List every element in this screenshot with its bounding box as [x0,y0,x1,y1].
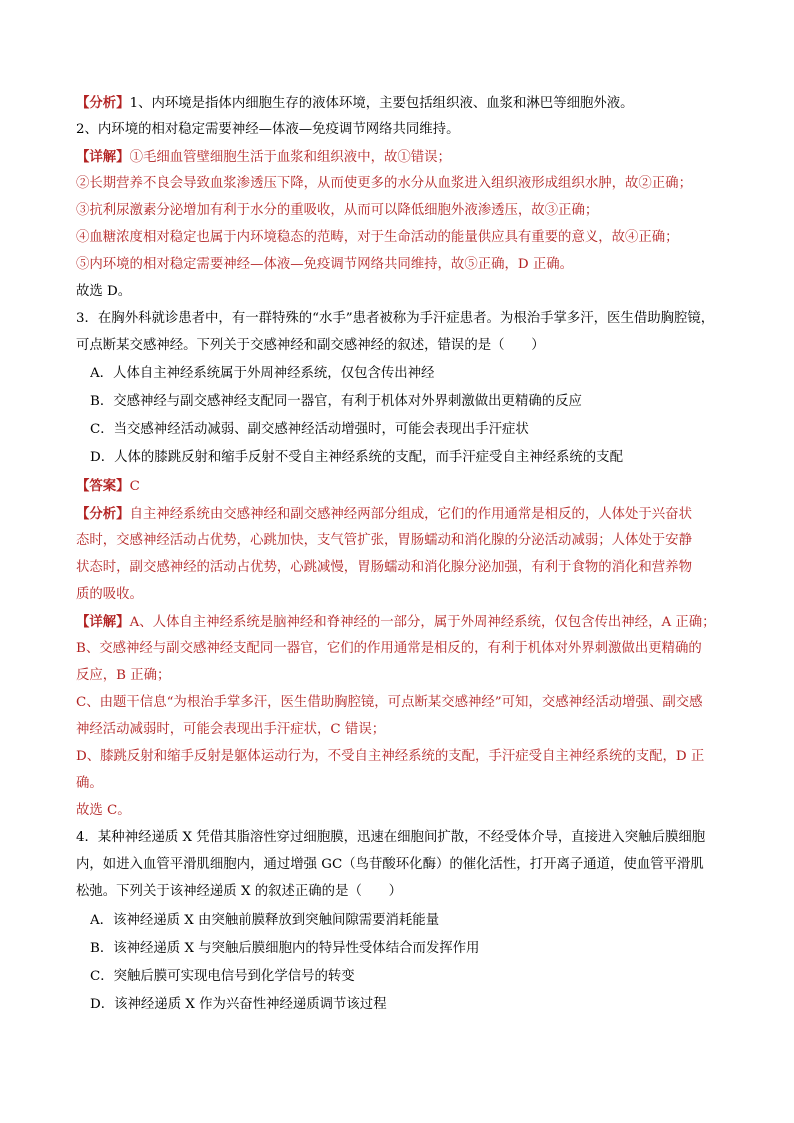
question-4-option-c: C．突触后膜可实现电信号到化学信号的转变 [90,969,355,984]
detail-paragraph-4: ④血糖浓度相对稳定也属于内环境稳态的范畴，对于生命活动的能量供应具有重要的意义，故④正确； [76,230,679,245]
q3-detail-line-7: 确。 [76,776,103,791]
question-3-stem-line-2: 可点断某交感神经。下列关于交感神经和副交感神经的叙述，错误的是（ ） [76,338,545,353]
answer-value: C [129,479,140,494]
q3-analysis-line-2: 态时，交感神经活动占优势，心跳加快，支气管扩张，胃肠蠕动和消化腺的分泌活动减弱；人体处于安静 [76,533,692,548]
q3-detail-line-5: 神经活动减弱时，可能会表现出手汗症状，C 错误； [76,722,386,737]
detail-text: A、人体自主神经系统是脑神经和脊神经的一部分，属于外周神经系统，仅包含传出神经，A 正确； [129,615,716,630]
question-3-option-d: D．人体的膝跳反射和缩手反射不受自主神经系统的支配，而手汗症受自主神经系统的支配 [90,450,623,465]
question-3-option-c: C．当交感神经活动减弱、副交感神经活动增强时，可能会表现出手汗症状 [90,422,529,437]
q3-analysis-line-3: 状态时，副交感神经的活动占优势，心跳减慢，胃肠蠕动和消化腺分泌加强，有利于食物的消化和营养物 [76,560,692,575]
analysis-text: 自主神经系统由交感神经和副交感神经两部分组成，它们的作用通常是相反的，人体处于兴奋状 [129,507,692,522]
analysis-tag: 【分析】 [76,506,130,522]
analysis-tag: 【分析】 [76,95,130,111]
question-3-option-b: B．交感神经与副交感神经支配同一器官，有利于机体对外界刺激做出更精确的反应 [90,394,582,409]
q3-detail-line-4: C、由题干信息“为根治手掌多汗，医生借助胸腔镜，可点断某交感神经”可知，交感神经活动增强、副交感 [76,695,703,710]
detail-text: ①毛细血管壁细胞生活于血浆和组织液中，故①错误； [129,150,451,165]
analysis-paragraph-1 [76,93,726,114]
q3-detail-line-3: 反应，B 正确； [76,668,171,683]
question-4-stem-line-2: 内，如进入血管平滑肌细胞内，通过增强 GC（鸟苷酸环化酶）的催化活性，打开离子通道，使血管平滑肌 [76,857,704,872]
question-4-option-d: D．该神经递质 X 作为兴奋性神经递质调节该过程 [90,997,387,1012]
conclusion: 故选 D。 [76,284,132,299]
analysis-paragraph-2: 2、内环境的相对稳定需要神经—体液—免疫调节网络共同维持。 [76,122,460,137]
answer-tag: 【答案】 [76,478,130,494]
question-4-option-b: B．该神经递质 X 与突触后膜细胞内的特异性受体结合而发挥作用 [90,941,480,956]
q3-detail-line-6: D、膝跳反射和缩手反射是躯体运动行为，不受自主神经系统的支配，手汗症受自主神经系统的支配，D 正 [76,749,705,764]
detail-paragraph-2: ②长期营养不良会导致血浆渗透压下降，从而使更多的水分从血浆进入组织液形成组织水肿，故②正确； [76,176,692,191]
detail-paragraph-1 [76,147,726,168]
question-4-option-a: A．该神经递质 X 由突触前膜释放到突触间隙需要消耗能量 [90,913,440,928]
q3-analysis-line-1 [76,504,726,525]
question-4-stem-line-1: 4．某种神经递质 X 凭借其脂溶性穿过细胞膜，迅速在细胞间扩散，不经受体介导，直接进入突触后膜细胞 [76,830,706,845]
detail-paragraph-3: ③抗利尿激素分泌增加有利于水分的重吸收，从而可以降低细胞外液渗透压，故③正确； [76,203,599,218]
q3-detail-line-2: B、交感神经与副交感神经支配同一器官，它们的作用通常是相反的，有利于机体对外界刺激做出更精确的 [76,641,702,656]
answer-line [76,476,726,497]
q3-analysis-line-4: 质的吸收。 [76,587,143,602]
detail-paragraph-5: ⑤内环境的相对稳定需要神经—体液—免疫调节网络共同维持，故⑤正确，D 正确。 [76,257,574,272]
question-3-stem-line-1: 3．在胸外科就诊患者中，有一群特殊的“水手”患者被称为手汗症患者。为根治手掌多汗，医生借助胸腔镜， [76,311,715,326]
detail-tag: 【详解】 [76,614,130,630]
question-4-stem-line-3: 松弛。下列关于该神经递质 X 的叙述正确的是（ ） [76,884,403,899]
q3-conclusion: 故选 C。 [76,803,131,818]
detail-tag: 【详解】 [76,149,130,165]
analysis-text: 1、内环境是指体内细胞生存的液体环境，主要包括组织液、血浆和淋巴等细胞外液。 [129,96,634,111]
q3-detail-line-1 [76,612,726,633]
question-3-option-a: A．人体自主神经系统属于外周神经系统，仅包含传出神经 [90,366,435,381]
